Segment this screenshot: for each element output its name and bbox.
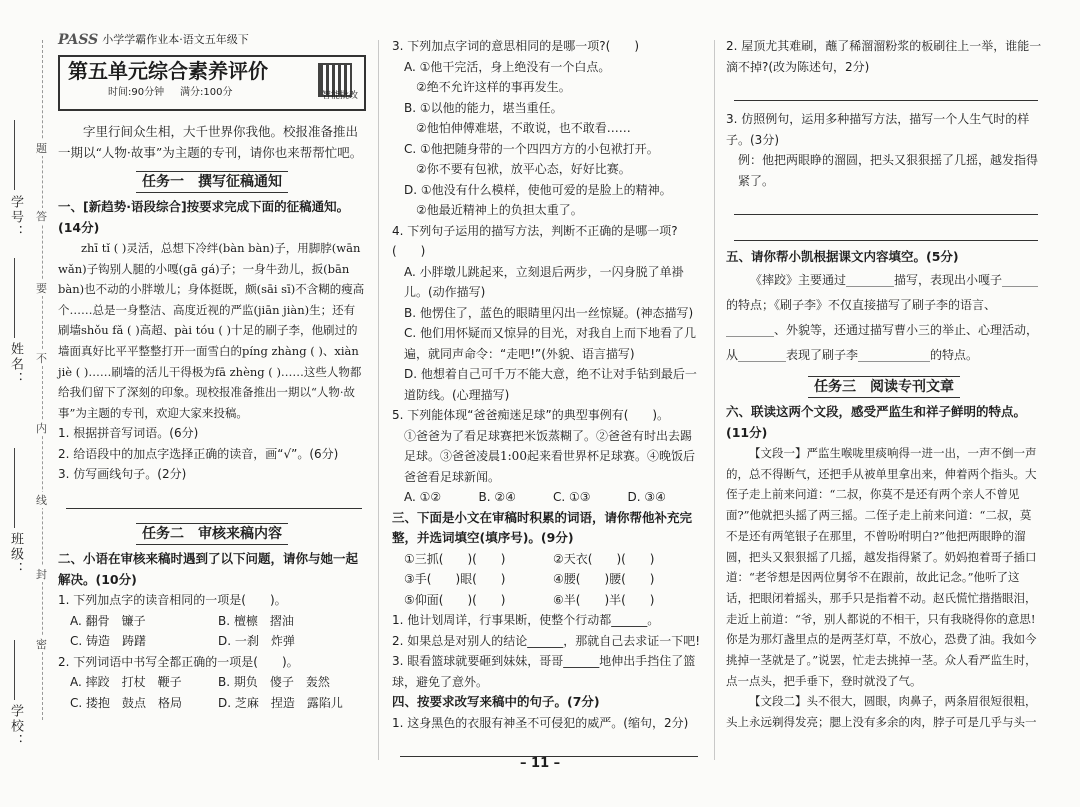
option[interactable]: C. 铸造 踌躇	[70, 634, 147, 649]
binding-margin	[0, 0, 52, 807]
question: 2. 给语段中的加点字选择正确的读音，画“√”。(6分)	[58, 446, 339, 461]
answer-line[interactable]	[734, 219, 1038, 241]
class-line	[14, 448, 15, 528]
cut-mark: 题	[36, 142, 47, 155]
option[interactable]: C. 搂抱 鼓点 格局	[70, 695, 183, 710]
notice-passage	[58, 238, 366, 423]
cut-mark: 内	[36, 422, 47, 435]
option[interactable]: A. ①他干完活，身上绝没有一个白点。	[404, 59, 611, 74]
task-3-title: 任务三 阅读专刊文章	[726, 376, 1042, 399]
school-line	[14, 640, 15, 700]
option[interactable]: C. ①他把随身带的一个四四方方的小包袱打开。	[404, 141, 659, 156]
question: 5. 下列能体现“爸爸痴迷足球”的典型事例有( )。	[392, 408, 670, 422]
student-id-label: 学号：	[8, 195, 23, 240]
option[interactable]: B. 他愣住了，蓝色的眼睛里闪出一丝惊疑。(神态描写)	[404, 305, 694, 320]
section-3-heading: 三、下面是小文在审稿时积累的词语，请你帮他补充完整，并选词填空(填序号)。(9分)	[392, 509, 693, 545]
option[interactable]: A. 摔跤 打杖 鞭子	[70, 675, 182, 690]
answer-line[interactable]	[66, 487, 362, 509]
question: 4. 下列句子运用的描写方法，判断不正确的是哪一项?( )	[392, 223, 678, 258]
option[interactable]: B. 期负 傻子 轰然	[218, 675, 330, 690]
idiom-row	[392, 590, 702, 611]
option[interactable]: D. 一刹 炸弹	[218, 634, 295, 649]
student-id-line	[14, 120, 15, 190]
option-sub: ②你不要有包袱，放平心态，好好比赛。	[416, 162, 631, 176]
option[interactable]: B. 檀檩 摺油	[218, 613, 294, 628]
cut-mark: 答	[36, 210, 47, 223]
fill-sentence[interactable]: 1. 他计划周详，行事果断，使整个行动都______。	[392, 613, 660, 627]
question: 1. 这身黑色的衣服有神圣不可侵犯的威严。(缩句，2分)	[392, 715, 689, 730]
fill-sentence[interactable]: 2. 如果总是对别人的结论______，那就自己去求证一下吧!	[392, 633, 701, 648]
section-2-heading: 二、小语在审核来稿时遇到了以下问题，请你与她一起解决。(10分)	[58, 551, 359, 587]
exam-meta	[68, 83, 356, 104]
question: 2. 屋顶尤其难刷，蘸了稀溜溜粉浆的板刷往上一举，谁能一滴不掉?(改为陈述句，2分)	[726, 39, 1042, 74]
passage-part: 刷墙的活儿干得极为fā zhèng ( )……这些人物都给我们留下了深刻的印象。现校报准备推出一期以“人物·故事”为主题的专刊，欢迎大家来投稿。	[58, 364, 362, 420]
page-number: – 11 –	[520, 756, 561, 771]
idiom-blank[interactable]: ①三抓( )( )	[404, 551, 506, 566]
option[interactable]: D. 他想着自己可千万不能大意，绝不让对手钻到最后一道防线。(心理描写)	[404, 367, 697, 402]
idiom-blank[interactable]: ⑤仰面( )( )	[404, 592, 506, 607]
option[interactable]: D. 芝麻 捏造 露陷儿	[218, 695, 343, 710]
class-label: 班级：	[8, 532, 23, 577]
fill-sentence[interactable]: 3. 眼看篮球就要砸到妹妹，哥哥______地伸出手挡住了篮球，避免了意外。	[392, 654, 696, 689]
task-1-title: 任务一 撰写征稿通知	[58, 171, 366, 194]
question-text: ①爸爸为了看足球赛把米饭蒸糊了。②爸爸有时出去踢足球。③爸爸凌晨1:00起来看世界杯足球赛。④晚饭后爸爸看足球新闻。	[404, 428, 695, 484]
option-sub: ②他怕伸傅难堪，不敢说，也不敢看……	[416, 121, 631, 135]
option[interactable]: A. 翻骨 镰子	[70, 613, 146, 628]
series-header	[58, 30, 366, 51]
column-divider	[378, 40, 379, 760]
cut-mark: 封	[36, 568, 47, 581]
name-line	[14, 258, 15, 338]
answer-line[interactable]	[734, 193, 1038, 215]
option-row	[58, 631, 366, 652]
option[interactable]: A. 小胖墩儿跳起来，立刻退后两步，一闪身脱了单褂儿。(动作描写)	[404, 264, 684, 299]
question: 3. 仿照例句，运用多种描写方法，描写一个人生气时的样子。(3分)	[726, 112, 1030, 147]
example-text: 例：他把两眼睁的溜圆，把头又狠狠摇了几摇，越发指得紧了。	[738, 153, 1039, 188]
idiom-row	[392, 549, 702, 570]
option[interactable]: D. ①他没有什么模样，使他可爱的是脸上的精神。	[404, 182, 672, 197]
page-title: 第五单元综合素养评价	[68, 58, 268, 83]
option-sub: ②绝不允许这样的事再发生。	[416, 80, 571, 94]
option-sub: ②他最近精神上的负担太重了。	[416, 203, 583, 217]
passage-part: zhī tǐ ( )灵活，总想下冷绊(bàn bàn)子，用脚脖(wān wǎn)子钩别人腿的小嘎(gā gá)子；一身牛劲儿，扳(bān bàn)也不动的小胖墩儿；身体挺既，颇(sāi sī)不含糊的瘦高个……	[58, 241, 365, 317]
option[interactable]: C. 他们用怀疑而又惊异的目光，对我自上而下地看了几遍，就同声命令：“走吧!”(外貌、语言描写)	[404, 326, 697, 361]
title-box	[58, 55, 366, 111]
option[interactable]: B. ②④	[478, 490, 516, 504]
section-1-heading: 一、[新趋势·语段综合]按要求完成下面的征稿通知。(14分)	[58, 199, 350, 235]
idiom-blank[interactable]: ⑥半( )半( )	[553, 592, 655, 607]
task-2-title: 任务二 审核来稿内容	[58, 523, 366, 546]
qr-caption: 智能批改	[321, 91, 358, 101]
section-6-heading: 六、联读这两个文段，感受严监生和祥子鲜明的特点。(11分)	[726, 404, 1027, 440]
cut-mark: 线	[36, 494, 47, 507]
answer-line[interactable]	[400, 735, 698, 757]
question: 3. 下列加点字词的意思相同的是哪一项?( )	[392, 39, 639, 53]
idiom-blank[interactable]: ③手( )眼( )	[404, 572, 506, 586]
exam-time: 时间:90分钟	[108, 87, 165, 98]
column-3	[726, 36, 1042, 733]
idiom-blank[interactable]: ④腰( )腰( )	[553, 572, 655, 586]
reading-passage-1: 【文段一】严监生喉咙里痰响得一进一出，一声不倒一声的，总不得断气，还把手从被单里拿出来，伸着两个指头。大侄子走上前来问道：“二叔，你莫不是还有两个亲人不曾见面?”他就把头摇了两三摇。二侄子走上前来问道：“二叔，莫不是还有两笔银子在那里，不曾吩咐明白?”他把两眼睁的溜圆，把头又狠狠摇了几摇，越发指得紧了。奶妈抱着哥子插口道：“老爷想是因两位舅爷不在跟前，故此记念。”他听了这话，把眼闭着摇头，那手只是指着不动。赵氏慌忙揩揩眼泪，走近上前道：“爷，别人都说的不相干，只有我晓得你的意思!你是为那灯盏里点的是两茎灯草，不放心，恐费了油。我如今挑掉一茎就是了。”说罢，忙走去挑掉一茎。众人看严监生时，点一点头，把手垂下，登时就没了气。	[726, 446, 1037, 688]
option-row	[58, 693, 366, 714]
option[interactable]: A. ①②	[404, 490, 442, 504]
section-4-heading: 四、按要求改写来稿中的句子。(7分)	[392, 694, 600, 709]
option-row	[392, 487, 702, 508]
answer-line[interactable]	[734, 79, 1038, 101]
column-divider	[714, 40, 715, 760]
question: 1. 根据拼音写词语。(6分)	[58, 426, 199, 441]
pass-logo: PASS	[58, 32, 99, 48]
exam-score: 满分:100分	[180, 87, 233, 98]
option-row	[58, 672, 366, 693]
passage-part: 总是一身整洁、高度近视的严监(jiān jiàn)生；还有刷墙shǒu fǎ ( )高超、pài tóu ( )十足的刷子李，他刷过的墙面真好比平平整整打开一面雪白的píng zhàng ( )、xiàn jiè ( )……	[58, 302, 359, 379]
question: 3. 仿写画线句子。(2分)	[58, 467, 187, 482]
cut-mark: 不	[36, 352, 47, 365]
option[interactable]: D. ③④	[627, 490, 666, 504]
option[interactable]: C. ①③	[553, 490, 591, 504]
section-5-heading: 五、请你帮小凯根据课文内容填空。(5分)	[726, 249, 959, 264]
intro-text: 字里行间众生相，大千世界你我他。校报准备推出一期以“人物·故事”为主题的专刊，请你也来帮帮忙吧。	[58, 123, 363, 160]
cut-mark: 密	[36, 638, 47, 651]
name-label: 姓名：	[8, 342, 23, 387]
idiom-blank[interactable]: ②天衣( )( )	[553, 551, 655, 566]
column-1	[58, 32, 366, 713]
series-title: 小学学霸作业本·语文五年级下	[102, 33, 249, 46]
question: 2. 下列词语中书写全都正确的一项是( )。	[58, 654, 299, 669]
fill-paragraph[interactable]: 《摔跤》主要通过________描写，表现出小嘎子______的特点；《刷子李》不仅直接描写了刷子李的语言、________、外貌等，还通过描写曹小三的举止、心理活动，从________表现了刷子李____________的特点。	[726, 272, 1039, 362]
option-row	[58, 611, 366, 632]
idiom-row	[392, 569, 702, 590]
option[interactable]: B. ①以他的能力，堪当重任。	[404, 100, 563, 115]
reading-passage-2: 【文段二】头不很大，圆眼，肉鼻子，两条眉很短很粗，头上永远剃得发亮；腮上没有多余的肉，脖子可是几乎与头一	[726, 694, 1037, 730]
column-2	[392, 36, 702, 761]
school-label: 学校：	[8, 704, 23, 749]
question: 1. 下列加点字的读音相同的一项是( )。	[58, 593, 287, 608]
cut-mark: 要	[36, 282, 47, 295]
